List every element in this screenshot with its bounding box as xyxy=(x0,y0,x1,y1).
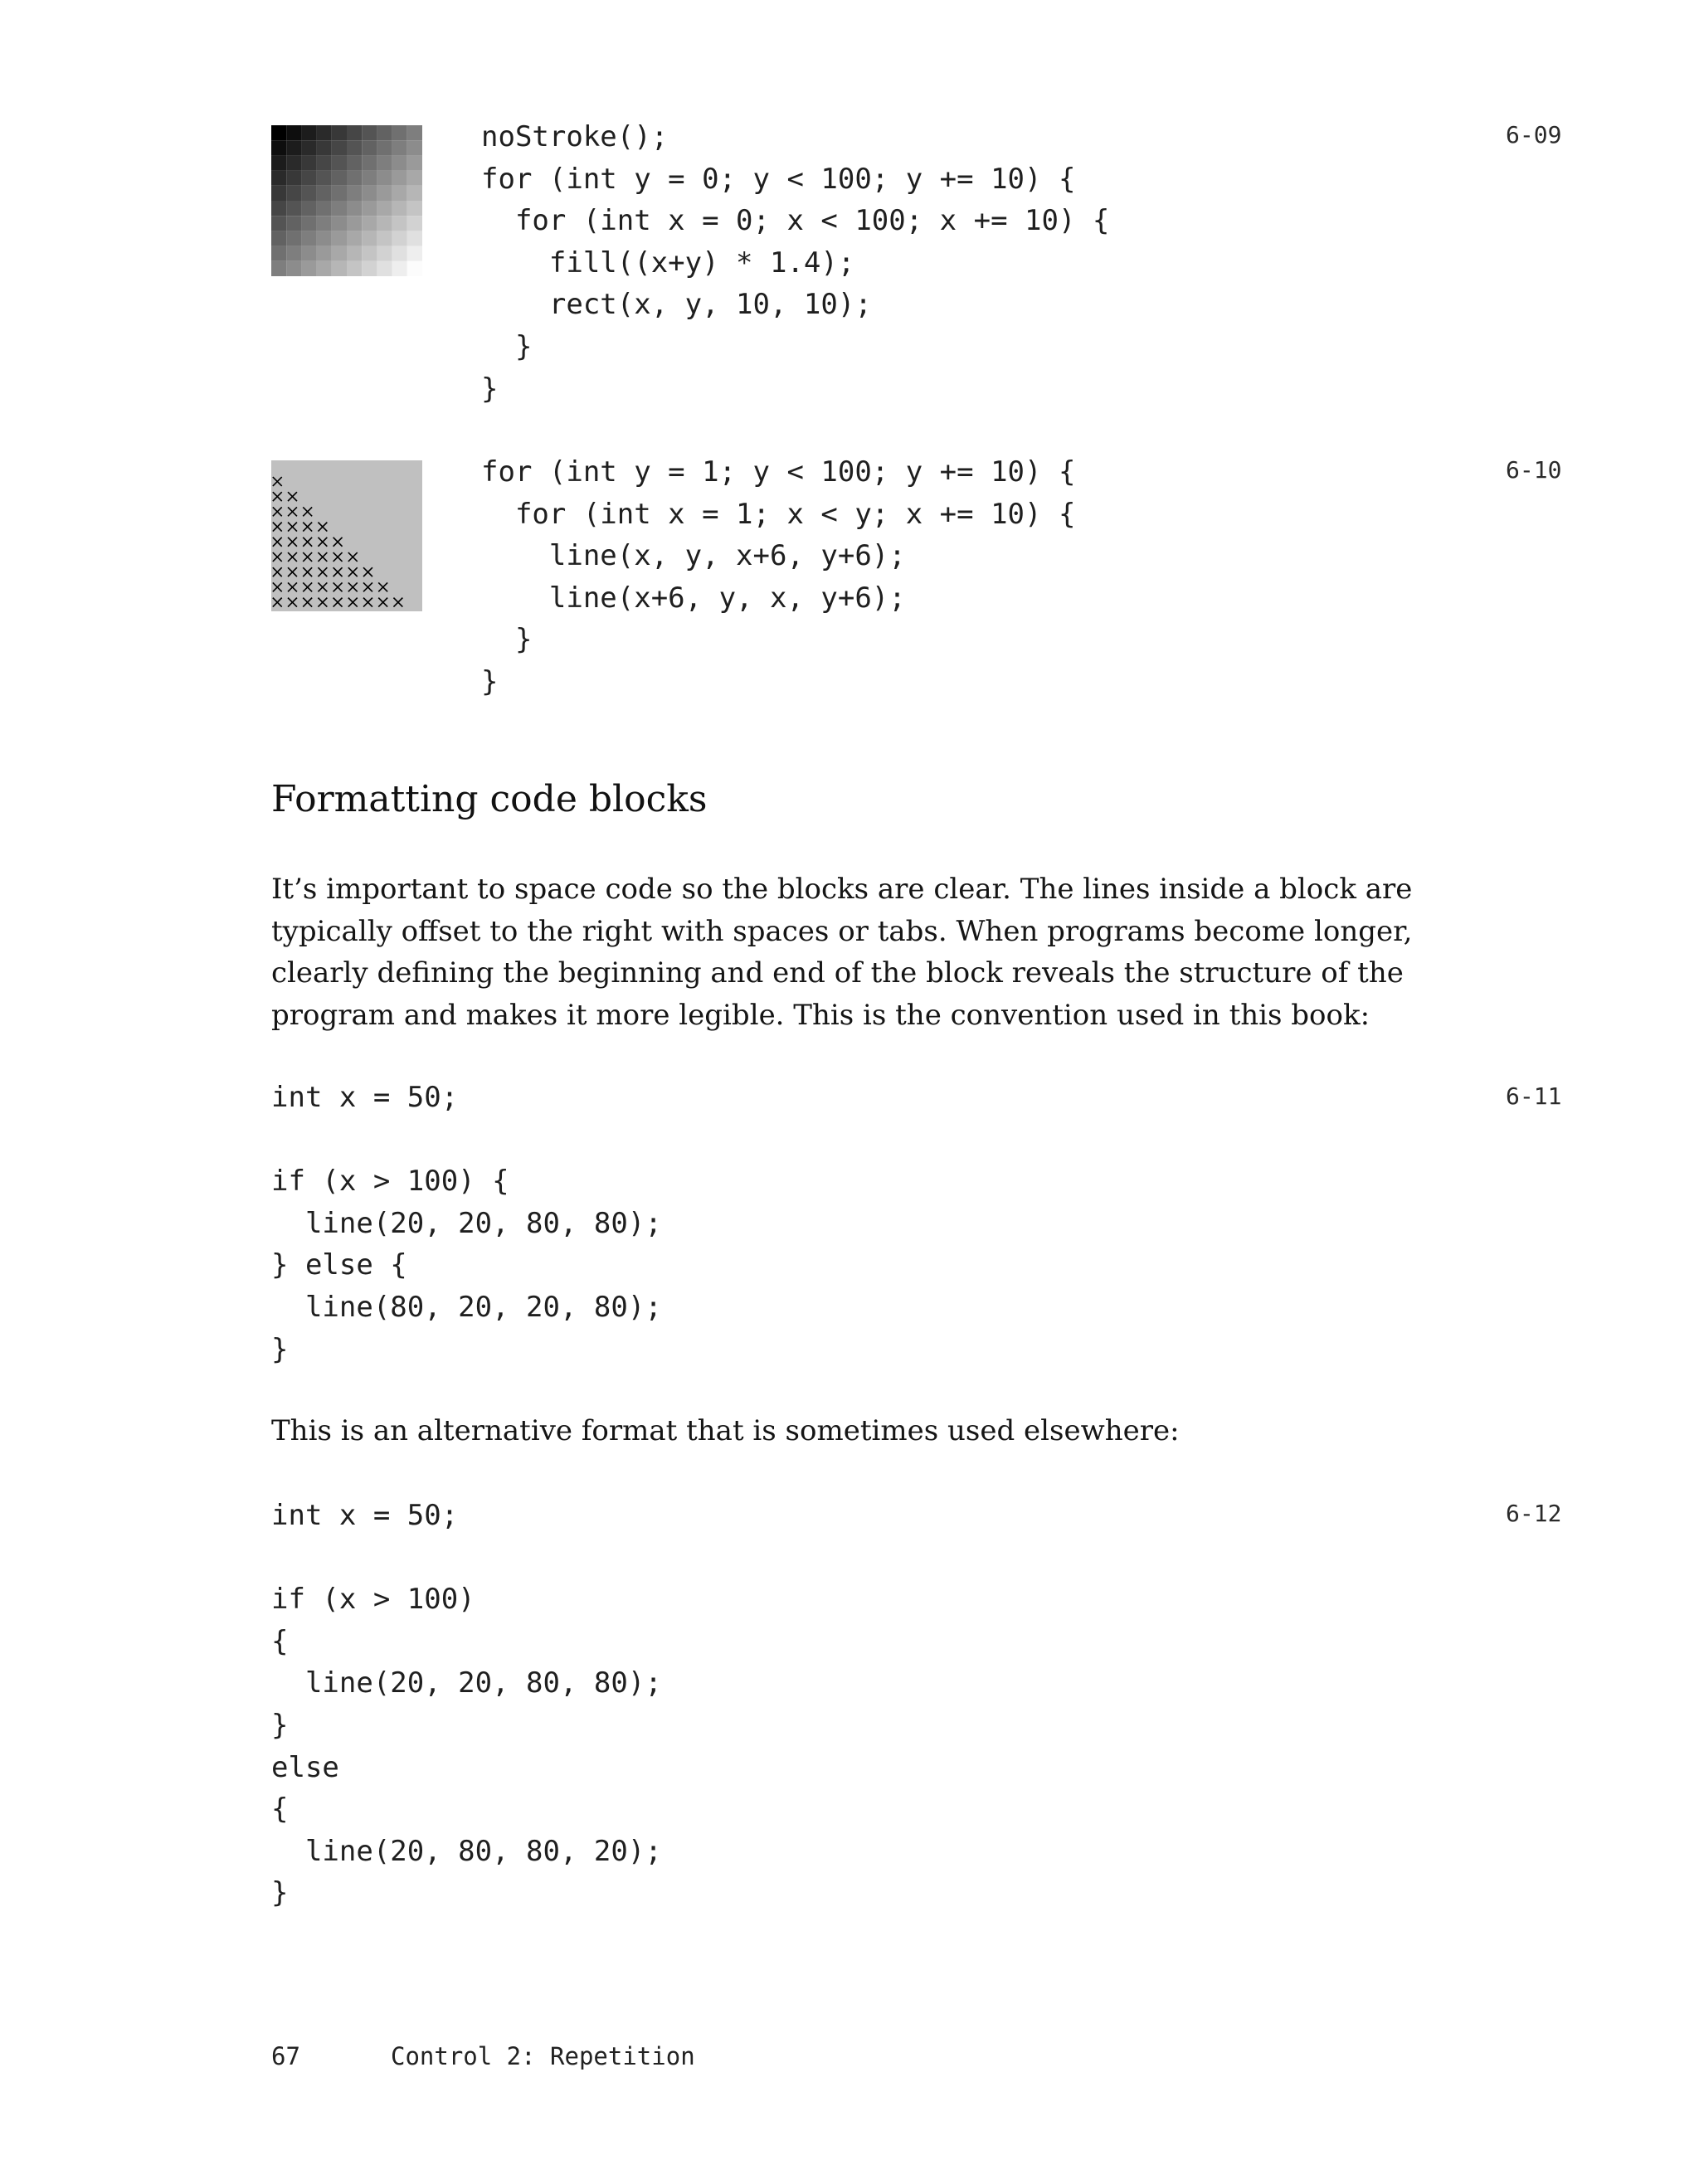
code-line: rect(x, y, 10, 10); xyxy=(481,288,872,322)
gradient-cell xyxy=(377,186,392,201)
gradient-cell xyxy=(392,216,407,231)
code-line: line(x+6, y, x, y+6); xyxy=(481,581,906,615)
gradient-cell xyxy=(362,261,377,276)
gradient-cell xyxy=(347,186,362,201)
gradient-cell xyxy=(347,261,362,276)
gradient-cell xyxy=(301,125,316,140)
gradient-cell xyxy=(286,261,301,276)
gradient-cell xyxy=(271,201,286,216)
gradient-cell xyxy=(301,140,316,155)
gradient-cell xyxy=(377,231,392,246)
gradient-cell xyxy=(301,155,316,170)
gradient-cell xyxy=(286,201,301,216)
code-block-6-11 xyxy=(271,1077,662,1370)
gradient-cell xyxy=(286,155,301,170)
code-line: } xyxy=(481,623,533,657)
gradient-cell xyxy=(271,216,286,231)
code-line: } xyxy=(271,1332,289,1366)
gradient-cell xyxy=(332,261,347,276)
gradient-cell xyxy=(271,186,286,201)
code-line: if (x > 100) { xyxy=(271,1165,509,1199)
code-line: line(x, y, x+6, y+6); xyxy=(481,539,906,573)
gradient-cell xyxy=(362,216,377,231)
code-line: } xyxy=(481,372,499,406)
page-number: 67 xyxy=(271,2042,300,2070)
gradient-cell xyxy=(392,140,407,155)
gradient-cell xyxy=(332,246,347,261)
gradient-cell xyxy=(347,246,362,261)
gradient-grid-thumbnail xyxy=(271,125,422,276)
gradient-cell xyxy=(377,171,392,186)
code-line: if (x > 100) xyxy=(271,1583,475,1617)
code-line: } xyxy=(271,1708,289,1742)
gradient-cell xyxy=(407,155,422,170)
gradient-cell xyxy=(362,186,377,201)
gradient-cell xyxy=(392,246,407,261)
gradient-cell xyxy=(317,216,332,231)
gradient-cell xyxy=(286,186,301,201)
gradient-cell xyxy=(407,261,422,276)
gradient-cell xyxy=(407,231,422,246)
gradient-cell xyxy=(362,140,377,155)
gradient-cell xyxy=(301,246,316,261)
example-number: 6-12 xyxy=(1506,1500,1562,1527)
code-line: for (int y = 0; y < 100; y += 10) { xyxy=(481,162,1076,196)
gradient-cell xyxy=(407,125,422,140)
gradient-cell xyxy=(332,155,347,170)
code-line: line(80, 20, 20, 80); xyxy=(271,1290,662,1324)
chapter-title: Control 2: Repetition xyxy=(391,2042,695,2070)
gradient-cell xyxy=(332,186,347,201)
gradient-cell xyxy=(317,246,332,261)
code-line: int x = 50; xyxy=(271,1081,459,1114)
example-number: 6-11 xyxy=(1506,1082,1562,1110)
code-line: line(20, 20, 80, 80); xyxy=(271,1206,662,1240)
gradient-cell xyxy=(286,140,301,155)
code-line: fill((x+y) * 1.4); xyxy=(481,246,855,280)
body-paragraph: This is an alternative format that is sometimes used elsewhere: xyxy=(271,1414,1180,1447)
code-line: line(20, 20, 80, 80); xyxy=(271,1666,662,1700)
gradient-cell xyxy=(317,171,332,186)
gradient-cell xyxy=(362,201,377,216)
gradient-cell xyxy=(301,261,316,276)
gradient-cell xyxy=(347,216,362,231)
gradient-cell xyxy=(301,171,316,186)
gradient-cell xyxy=(392,261,407,276)
code-line: } xyxy=(271,1876,289,1910)
code-line: { xyxy=(271,1624,289,1658)
gradient-cell xyxy=(347,201,362,216)
gradient-cell xyxy=(407,246,422,261)
section-title: Formatting code blocks xyxy=(271,778,708,820)
gradient-cell xyxy=(377,261,392,276)
code-line: } xyxy=(481,329,533,363)
code-line: line(20, 80, 80, 20); xyxy=(271,1834,662,1868)
gradient-cell xyxy=(271,231,286,246)
gradient-cell xyxy=(377,216,392,231)
gradient-cell xyxy=(347,140,362,155)
gradient-cell xyxy=(317,140,332,155)
code-line: noStroke(); xyxy=(481,120,669,153)
gradient-cell xyxy=(317,261,332,276)
gradient-cell xyxy=(392,231,407,246)
gradient-cell xyxy=(317,201,332,216)
code-line: int x = 50; xyxy=(271,1499,459,1532)
gradient-cell xyxy=(392,155,407,170)
gradient-cell xyxy=(407,186,422,201)
gradient-cell xyxy=(301,186,316,201)
gradient-cell xyxy=(286,216,301,231)
gradient-cell xyxy=(286,231,301,246)
gradient-cell xyxy=(317,125,332,140)
gradient-cell xyxy=(377,246,392,261)
code-line: } else { xyxy=(271,1248,407,1282)
body-paragraph: It’s important to space code so the blocks are clear. The lines inside a block are typically offset to the right with spaces or tabs. When programs become longer, clearly defining the beginning and end of the block reveals the structure of the program and makes it more legible. This is the convention used in this book: xyxy=(271,873,1413,1032)
gradient-cell xyxy=(332,216,347,231)
gradient-cell xyxy=(362,125,377,140)
gradient-cell xyxy=(362,171,377,186)
gradient-cell xyxy=(301,216,316,231)
gradient-cell xyxy=(332,201,347,216)
gradient-cell xyxy=(317,155,332,170)
gradient-cell xyxy=(362,155,377,170)
gradient-cell xyxy=(301,201,316,216)
code-block-6-10 xyxy=(481,451,1075,703)
gradient-cell xyxy=(347,155,362,170)
gradient-cell xyxy=(332,125,347,140)
gradient-cell xyxy=(271,261,286,276)
code-line: } xyxy=(481,664,499,698)
code-block-6-12 xyxy=(271,1495,662,1914)
gradient-cell xyxy=(271,155,286,170)
code-line: for (int y = 1; y < 100; y += 10) { xyxy=(481,455,1076,489)
gradient-cell xyxy=(407,216,422,231)
gradient-cell xyxy=(332,140,347,155)
gradient-cell xyxy=(377,201,392,216)
gradient-cell xyxy=(347,231,362,246)
gradient-cell xyxy=(347,125,362,140)
code-line xyxy=(271,1537,662,1579)
gradient-cell xyxy=(392,171,407,186)
gradient-cell xyxy=(286,246,301,261)
example-number: 6-09 xyxy=(1506,121,1562,148)
code-line xyxy=(271,1119,662,1161)
code-line: else xyxy=(271,1750,339,1784)
gradient-cell xyxy=(362,231,377,246)
gradient-cell xyxy=(347,171,362,186)
gradient-cell xyxy=(362,246,377,261)
gradient-cell xyxy=(286,125,301,140)
code-block-6-09 xyxy=(481,116,1109,410)
gradient-cell xyxy=(317,186,332,201)
gradient-cell xyxy=(286,171,301,186)
gradient-cell xyxy=(392,201,407,216)
gradient-cell xyxy=(271,140,286,155)
code-line: for (int x = 1; x < y; x += 10) { xyxy=(481,497,1076,531)
code-line: for (int x = 0; x < 100; x += 10) { xyxy=(481,204,1110,238)
gradient-cell xyxy=(332,171,347,186)
gradient-cell xyxy=(317,231,332,246)
gradient-cell xyxy=(271,171,286,186)
code-line: { xyxy=(271,1792,289,1826)
gradient-cell xyxy=(392,125,407,140)
gradient-cell xyxy=(271,125,286,140)
gradient-cell xyxy=(377,125,392,140)
gradient-cell xyxy=(407,201,422,216)
gradient-cell xyxy=(332,231,347,246)
gradient-cell xyxy=(407,140,422,155)
example-number: 6-10 xyxy=(1506,456,1562,484)
gradient-cell xyxy=(271,246,286,261)
x-pattern-thumbnail xyxy=(271,460,422,611)
gradient-cell xyxy=(392,186,407,201)
gradient-cell xyxy=(407,171,422,186)
gradient-cell xyxy=(301,231,316,246)
gradient-cell xyxy=(377,155,392,170)
gradient-cell xyxy=(377,140,392,155)
